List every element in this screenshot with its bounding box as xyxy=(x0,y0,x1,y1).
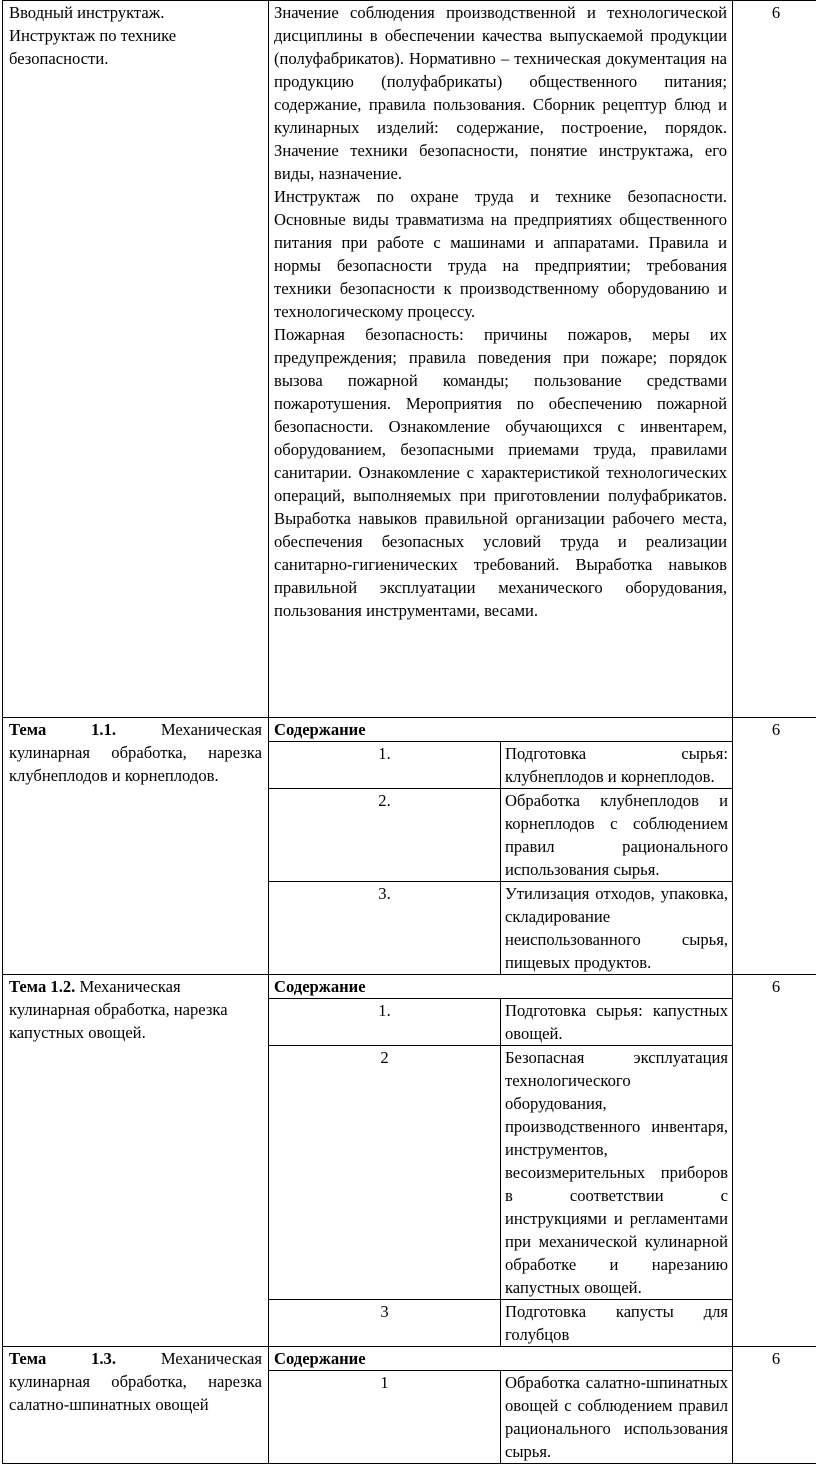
list-item xyxy=(269,1371,732,1464)
item-number: 2 xyxy=(269,1046,501,1300)
content-cell xyxy=(269,1,733,718)
hours-cell: 6 xyxy=(733,1,816,718)
list-item xyxy=(269,1300,732,1347)
list-item xyxy=(269,999,732,1046)
table-row-topic-1-3 xyxy=(3,1347,816,1464)
item-text: Обработка салатно-шпинатных овощей с соблюдением правил рационального использования сырья. xyxy=(501,1371,733,1464)
item-number: 2. xyxy=(269,789,501,882)
program-table xyxy=(2,0,816,1464)
list-item xyxy=(269,1046,732,1300)
topic-cell xyxy=(3,1,269,718)
topic-label: Тема 1.3. xyxy=(9,1349,116,1368)
hours-cell: 6 xyxy=(733,1347,816,1464)
content-paragraph: Значение соблюдения производственной и технологической дисциплины в обеспечении качества выпускаемой продукции (полуфабрикатов). Нормативно – техническая документация на продукцию (полуфабрикаты) общественного питания; содержание, правила пользования. Сборник рецептур блюд и кулинарных изделий: содержание, построение, порядок. Значение техники безопасности, понятие инструктажа, его виды, назначение. xyxy=(274,1,727,185)
topic-text: Механическая кулинарная обработка, нарезка клубнеплодов и корнеплодов. xyxy=(9,720,262,785)
item-number: 1. xyxy=(269,999,501,1046)
topic-label: Тема 1.1. xyxy=(9,720,116,739)
item-number: 3 xyxy=(269,1300,501,1347)
list-item xyxy=(269,789,732,882)
topic-cell xyxy=(3,718,269,975)
content-header: Содержание xyxy=(269,975,732,999)
list-item xyxy=(269,742,732,789)
content-header: Содержание xyxy=(269,718,732,742)
table-row-intro xyxy=(3,1,816,718)
item-number: 1. xyxy=(269,742,501,789)
content-subtable xyxy=(269,975,732,1346)
topic-line: Инструктаж по технике xyxy=(9,24,262,47)
topic-text: Механическая кулинарная обработка, нарезка салатно-шпинатных овощей xyxy=(9,1349,262,1414)
content-cell xyxy=(269,1347,733,1464)
topic-line: Вводный инструктаж. xyxy=(9,1,262,24)
item-text: Подготовка сырья: капустных овощей. xyxy=(501,999,733,1046)
topic-text: Механическая кулинарная обработка, нарезка капустных овощей. xyxy=(9,977,228,1042)
content-paragraph: Инструктаж по охране труда и технике безопасности. Основные виды травматизма на предприятиях общественного питания при работе с машинами и аппаратами. Правила и нормы безопасности труда на предприятии; требования техники безопасности к производственному оборудованию и технологическому процессу. xyxy=(274,185,727,323)
item-number: 1 xyxy=(269,1371,501,1464)
item-number: 3. xyxy=(269,882,501,975)
content-paragraph: Пожарная безопасность: причины пожаров, меры их предупреждения; правила поведения при пожаре; порядок вызова пожарной команды; пользование средствами пожаротушения. Мероприятия по обеспечению пожарной безопасности. Ознакомление обучающихся с инвентарем, оборудованием, безопасными приемами труда, правилами санитарии. Ознакомление с характеристикой технологических операций, выполняемых при приготовлении полуфабрикатов. Выработка навыков правильной организации рабочего места, обеспечения безопасных условий труда и реализации санитарно-гигиенических требований. Выработка навыков правильной эксплуатации механического оборудования, пользования инструментами, весами. xyxy=(274,323,727,622)
content-cell xyxy=(269,718,733,975)
item-text: Подготовка сырья: клубнеплодов и корнеплодов. xyxy=(501,742,733,789)
content-cell xyxy=(269,975,733,1347)
hours-cell: 6 xyxy=(733,718,816,975)
topic-cell xyxy=(3,975,269,1347)
content-header: Содержание xyxy=(269,1347,732,1371)
list-item xyxy=(269,882,732,975)
item-text: Подготовка капусты для голубцов xyxy=(501,1300,733,1347)
table-row-topic-1-1 xyxy=(3,718,816,975)
topic-cell xyxy=(3,1347,269,1464)
hours-cell: 6 xyxy=(733,975,816,1347)
item-text: Безопасная эксплуатация технологического оборудования, производственного инвентаря, инструментов, весоизмерительных приборов в соответствии с инструкциями и регламентами при механической кулинарной обработке и нарезанию капустных овощей. xyxy=(501,1046,733,1300)
table-row-topic-1-2 xyxy=(3,975,816,1347)
item-text: Обработка клубнеплодов и корнеплодов с соблюдением правил рационального использования сырья. xyxy=(501,789,733,882)
topic-line: безопасности. xyxy=(9,47,262,70)
topic-label: Тема 1.2. xyxy=(9,977,75,996)
content-subtable xyxy=(269,1347,732,1463)
item-text: Утилизация отходов, упаковка, складирование неиспользованного сырья, пищевых продуктов. xyxy=(501,882,733,975)
content-subtable xyxy=(269,718,732,974)
